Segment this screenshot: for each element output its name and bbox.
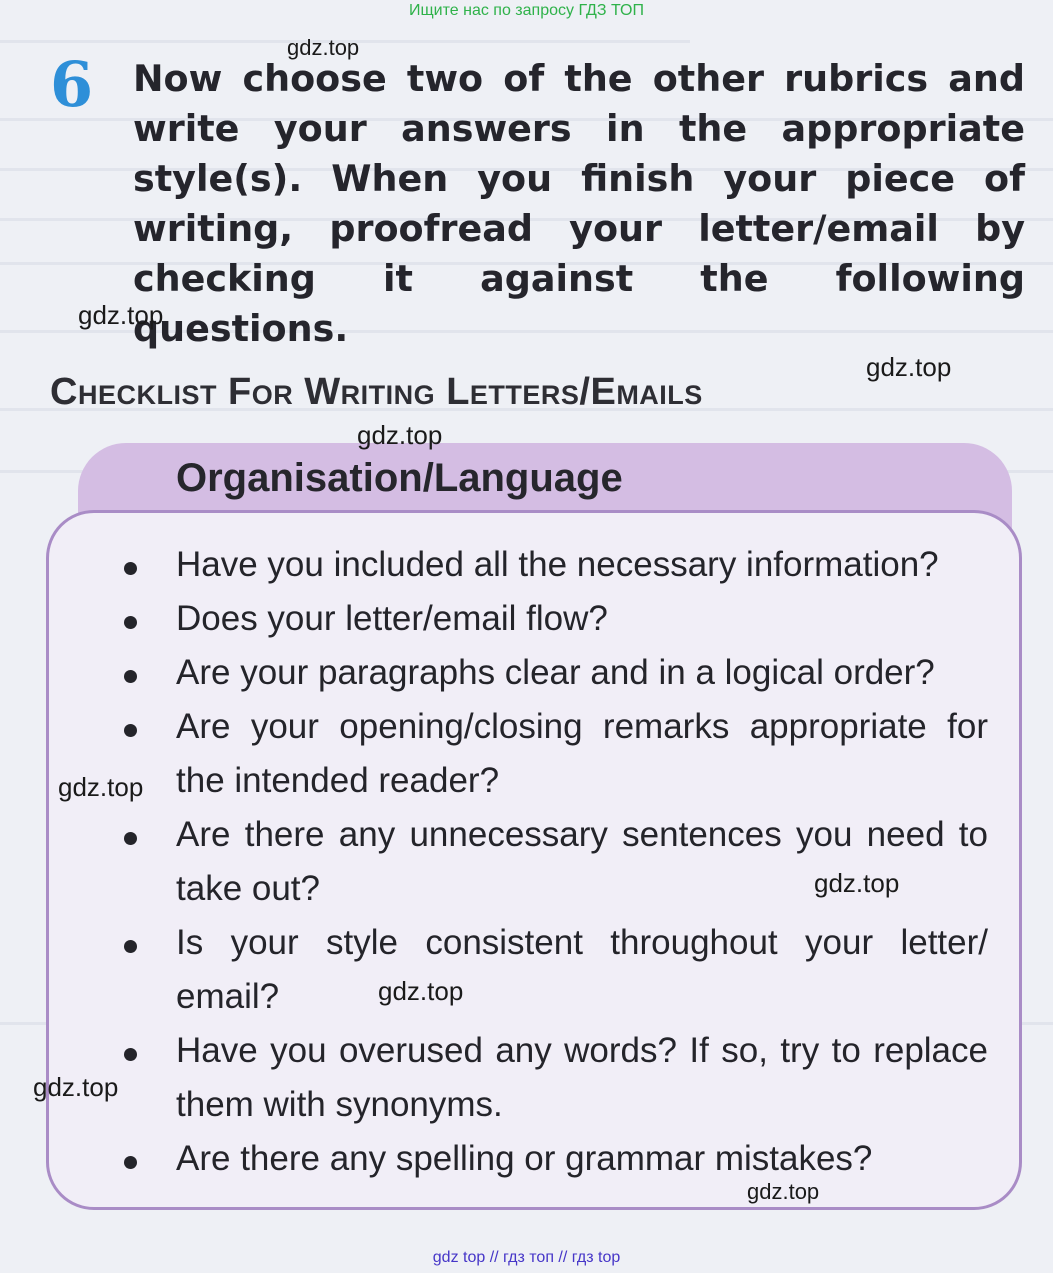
checklist-item [110,646,988,700]
checklist-questions [110,538,988,1186]
checklist-item [110,916,988,1024]
watermark: gdz.top [378,976,464,1006]
checklist-item [110,1024,988,1132]
checklist-item [110,808,988,916]
watermark: gdz.top [58,772,144,802]
checklist-item-text: Are there any spelling or grammar mistakes? [176,1139,873,1178]
watermark: gdz.top [33,1072,119,1102]
top-banner: Ищите нас по запросу ГДЗ ТОП [409,2,644,19]
checklist-item-text: Are your opening/closing remarks appropriate for the intended reader? [176,707,988,800]
bottom-banner: gdz top // гдз топ // гдз top [432,1249,621,1266]
bullet-icon [124,724,137,737]
bullet-icon [124,562,137,575]
watermark: gdz.top [287,35,360,60]
checklist-item-text: Have you included all the necessary information? [176,545,939,584]
checklist-item-text: Are there any unnecessary sentences you need to take out? [176,815,988,908]
task-instruction: Now choose two of the other rubrics and write your answers in the appropriate style(s). When you finish your piece of writing, proofread your letter/email by checking it against the following questions. [133,57,1025,350]
watermark: gdz.top [747,1179,820,1204]
checklist-item [110,700,988,808]
checklist-item-text: Is your style consistent throughout your letter/ email? [176,923,988,1016]
bullet-icon [124,940,137,953]
checklist-item [110,592,988,646]
watermark: gdz.top [866,352,952,382]
checklist-item [110,538,988,592]
checklist-item-text: Have you overused any words? If so, try to replace them with synonyms. [176,1031,988,1124]
checklist-item [110,1132,988,1186]
bullet-icon [124,1048,137,1061]
bullet-icon [124,616,137,629]
watermark: gdz.top [814,868,900,898]
watermark: gdz.top [78,300,164,330]
task-number: 6 [50,48,94,121]
bullet-icon [124,1156,137,1169]
bullet-icon [124,832,137,845]
checklist-title: Checklist For Writing Letters/Emails [50,371,703,413]
watermark: gdz.top [357,420,443,450]
checklist-item-text: Are your paragraphs clear and in a logical order? [176,653,935,692]
section-header: Organisation/Language [176,456,623,500]
checklist-item-text: Does your letter/email flow? [176,599,608,638]
bullet-icon [124,670,137,683]
